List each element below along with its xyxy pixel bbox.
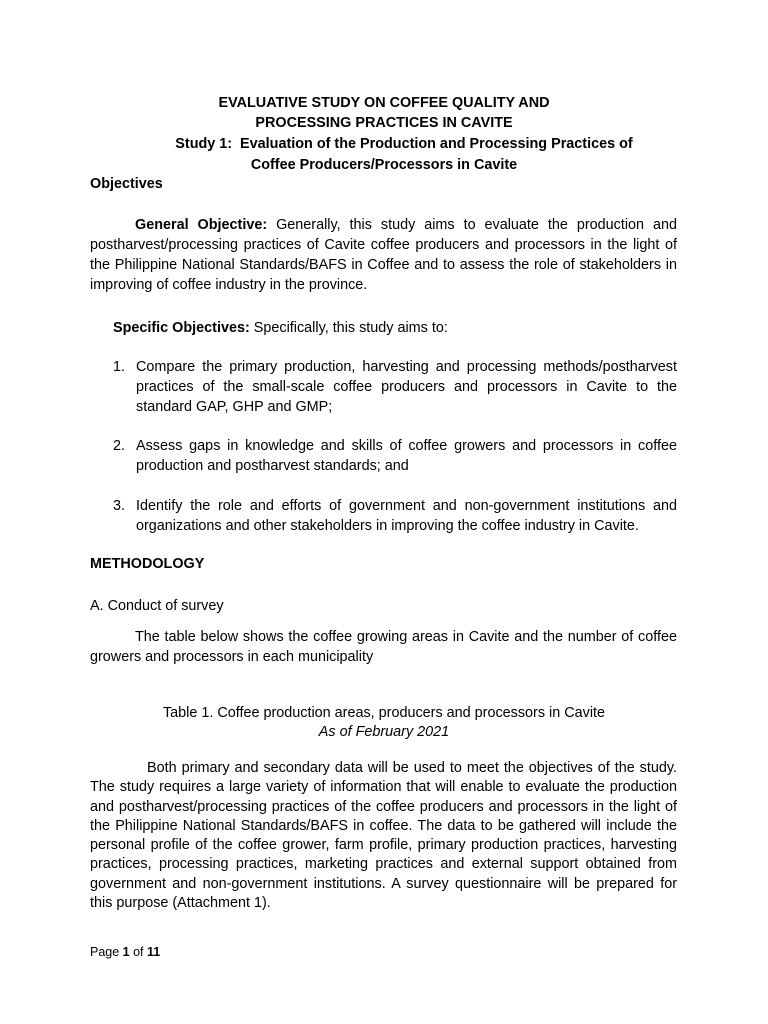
methodology-paragraph: Both primary and secondary data will be used to meet the objectives of the study. The study requires a large variety of information that will enable to evaluate the production and postharvest/processing practices of the coffee producers and processors in the light of the Philippine National Standards/BAFS in coffee. The data to be gathered will include the personal profile of the coffee grower, farm profile, primary production practices, harvesting practices, processing practices, marketing practices and external support obtained from government and non-government institutions. A survey questionnaire will be prepared for this purpose (Attachment 1). xyxy=(90,760,677,912)
page-current: 1 xyxy=(122,945,130,959)
table-intro-paragraph: The table below shows the coffee growing areas in Cavite and the number of coffee growers and processors in each municipality xyxy=(90,629,677,665)
table-date: As of February 2021 xyxy=(318,724,450,740)
specific-objectives-intro xyxy=(113,318,673,338)
page-footer xyxy=(90,945,160,959)
specific-objectives-label: Specific Objectives: xyxy=(113,320,250,336)
list-item-text: Identify the role and efforts of government and non-government institutions and organizations and other stakeholders in improving the coffee industry in Cavite. xyxy=(136,498,677,534)
survey-subheading: A. Conduct of survey xyxy=(90,598,224,614)
general-objective-text: Generally, this study aims to evaluate the production and postharvest/processing practices of Cavite coffee producers and processors in the light of the Philippine National Standards/BAFS in Coffee and to assess the role of stakeholders in improving of coffee industry in the province. xyxy=(90,217,677,293)
doc-title-line-1: EVALUATIVE STUDY ON COFFEE QUALITY AND xyxy=(218,95,550,111)
methodology-heading: METHODOLOGY xyxy=(90,556,205,572)
specific-objectives-text: Specifically, this study aims to: xyxy=(249,320,448,336)
page-total: 11 xyxy=(147,945,161,959)
general-objective-label: General Objective: xyxy=(135,217,268,233)
of-word: of xyxy=(129,945,147,959)
list-item-text: Assess gaps in knowledge and skills of coffee growers and processors in coffee production and postharvest standards; and xyxy=(136,438,677,474)
general-objective-paragraph xyxy=(90,215,677,295)
list-number: 2. xyxy=(113,438,126,454)
list-number: 1. xyxy=(113,359,126,375)
objective-list-item xyxy=(90,496,677,536)
list-item-text: Compare the primary production, harvesting and processing methods/postharvest practices of the small-scale coffee producers and processors in Cavite to the standard GAP, GHP and GMP; xyxy=(136,359,677,415)
objective-list-item xyxy=(90,357,677,417)
page-word: Page xyxy=(90,945,123,959)
doc-title-line-2: PROCESSING PRACTICES IN CAVITE xyxy=(255,115,513,131)
objective-list-item xyxy=(90,436,677,476)
objectives-heading: Objectives xyxy=(90,176,163,192)
study-title-line-2: Coffee Producers/Processors in Cavite xyxy=(250,157,518,173)
study-title-line-1: Study 1: Evaluation of the Production and Processing Practices of xyxy=(175,136,633,152)
list-number: 3. xyxy=(113,498,126,514)
table-caption: Table 1. Coffee production areas, producers and processors in Cavite xyxy=(162,705,606,721)
